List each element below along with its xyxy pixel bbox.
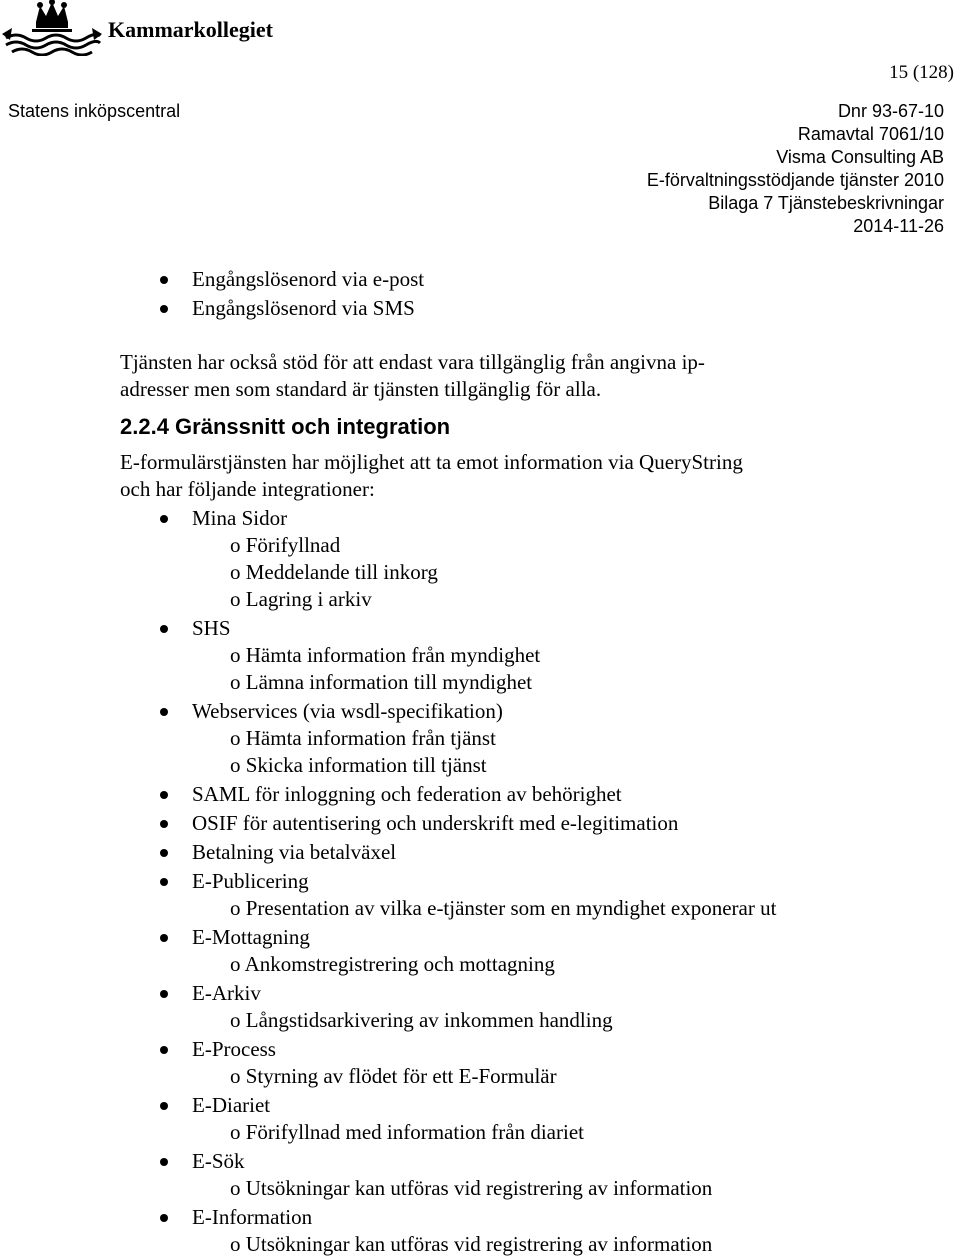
list-item: E-Sök — [192, 1149, 245, 1173]
sub-list-text: Presentation av vilka e-tjänster som en myndighet exponerar ut — [245, 896, 777, 920]
header-date: 2014-11-26 — [853, 216, 944, 236]
sub-list-text: Lämna information till myndighet — [245, 670, 533, 694]
sub-marker: o — [230, 1176, 241, 1200]
header-ramavtal: Ramavtal 7061/10 — [797, 124, 944, 144]
list-item: OSIF för autentisering och underskrift med e-legitimation — [192, 811, 679, 835]
sub-list-item — [230, 587, 372, 612]
bullet-dot — [160, 1214, 168, 1222]
organization-name: Kammarkollegiet — [108, 17, 273, 42]
crown-logo-icon — [2, 0, 102, 61]
sub-list-item — [230, 753, 487, 778]
header-appendix: Bilaga 7 Tjänstebeskrivningar — [708, 193, 944, 213]
sub-list-item — [230, 1008, 613, 1033]
bullet-dot — [160, 849, 168, 857]
sub-marker: o — [230, 643, 241, 667]
bullet-dot — [160, 708, 168, 716]
sub-list-item — [230, 643, 540, 668]
sub-list-text: Långstidsarkivering av inkommen handling — [245, 1008, 613, 1032]
list-item: Engångslösenord via e-post — [192, 267, 425, 291]
sub-list-text: Förifyllnad — [245, 533, 341, 557]
sub-list-item — [230, 560, 438, 585]
sub-list-item — [230, 1232, 712, 1257]
sub-marker: o — [230, 1232, 241, 1256]
bullet-dot — [160, 1046, 168, 1054]
list-item: Mina Sidor — [192, 506, 288, 530]
bullet-dot — [160, 990, 168, 998]
bullet-dot — [160, 934, 168, 942]
paragraph-line: E-formulärstjänsten har möjlighet att ta emot information via QueryString — [120, 450, 743, 474]
page-number: 15 (128) — [889, 62, 954, 83]
list-item: Betalning via betalväxel — [192, 840, 397, 864]
sub-list-text: Lagring i arkiv — [245, 587, 372, 611]
header-dnr: Dnr 93-67-10 — [837, 101, 944, 121]
sub-marker: o — [230, 1064, 241, 1088]
bullet-dot — [160, 1102, 168, 1110]
list-item: E-Arkiv — [192, 981, 261, 1005]
sub-list-text: Utsökningar kan utföras vid registrering av information — [245, 1232, 713, 1256]
list-item: E-Process — [192, 1037, 276, 1061]
sub-list-item — [230, 533, 340, 558]
bullet-dot — [160, 625, 168, 633]
list-item: E-Mottagning — [192, 925, 310, 949]
paragraph-line: Tjänsten har också stöd för att endast vara tillgänglig från angivna ip- — [120, 350, 705, 374]
header-left-label: Statens inköpscentral — [8, 101, 181, 121]
sub-marker: o — [230, 726, 241, 750]
list-item: Webservices (via wsdl-specifikation) — [192, 699, 503, 723]
sub-marker: o — [230, 952, 241, 976]
bullet-dot — [160, 791, 168, 799]
section-heading: 2.2.4 Gränssnitt och integration — [120, 414, 451, 439]
bullet-dot — [160, 1158, 168, 1166]
sub-marker: o — [230, 560, 241, 584]
sub-list-text: Utsökningar kan utföras vid registrering av information — [245, 1176, 713, 1200]
sub-list-item — [230, 1176, 712, 1201]
list-item: SHS — [192, 616, 231, 640]
sub-marker: o — [230, 670, 241, 694]
sub-list-item — [230, 1120, 584, 1145]
sub-list-text: Ankomstregistrering och mottagning — [244, 952, 555, 976]
sub-list-text: Meddelande till inkorg — [245, 560, 438, 584]
sub-marker: o — [230, 1120, 241, 1144]
list-item: Engångslösenord via SMS — [192, 296, 415, 320]
sub-marker: o — [230, 753, 241, 777]
list-item: E-Publicering — [192, 869, 309, 893]
bullet-dot — [160, 878, 168, 886]
sub-list-item — [230, 1064, 557, 1089]
sub-marker: o — [230, 896, 241, 920]
sub-list-item — [230, 952, 555, 977]
sub-list-text: Styrning av flödet för ett E-Formulär — [245, 1064, 557, 1088]
sub-marker: o — [230, 533, 241, 557]
sub-list-text: Förifyllnad med information från diariet — [245, 1120, 584, 1144]
bullet-dot — [160, 515, 168, 523]
sub-list-text: Skicka information till tjänst — [245, 753, 487, 777]
bullet-dot — [160, 305, 168, 313]
header-contract-area: E-förvaltningsstödjande tjänster 2010 — [646, 170, 944, 190]
sub-list-item — [230, 896, 776, 921]
sub-list-text: Hämta information från myndighet — [245, 643, 541, 667]
list-item: E-Information — [192, 1205, 313, 1229]
sub-list-item — [230, 670, 532, 695]
list-item: SAML för inloggning och federation av behörighet — [192, 782, 622, 806]
sub-list-item — [230, 726, 496, 751]
sub-marker: o — [230, 587, 241, 611]
sub-list-text: Hämta information från tjänst — [245, 726, 496, 750]
bullet-dot — [160, 820, 168, 828]
paragraph-line: adresser men som standard är tjänsten tillgänglig för alla. — [120, 377, 602, 401]
sub-marker: o — [230, 1008, 241, 1032]
header-supplier: Visma Consulting AB — [776, 147, 944, 167]
list-item: E-Diariet — [192, 1093, 271, 1117]
bullet-dot — [160, 276, 168, 284]
paragraph-line: och har följande integrationer: — [120, 477, 375, 501]
